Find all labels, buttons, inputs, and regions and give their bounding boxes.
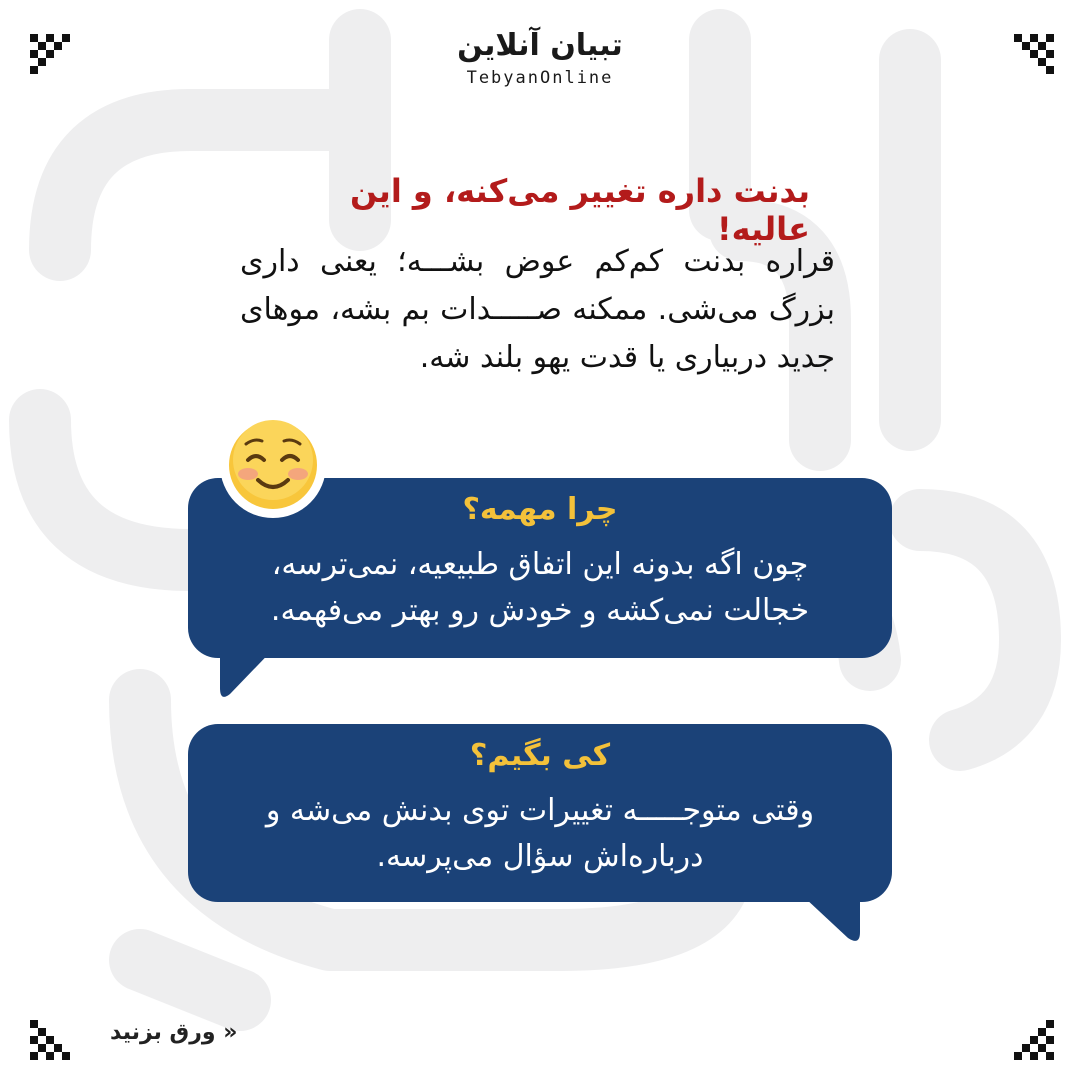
card-title: کی بگیم؟ xyxy=(469,738,611,773)
swipe-hint[interactable]: « ورق بزنید xyxy=(110,1020,238,1045)
card-body: چون اگه بدونه این اتفاق طبیعیه، نمی‌ترسه، خجالت نمی‌کشه و خودش رو بهتر می‌فهمه. xyxy=(270,547,810,628)
question-card-when xyxy=(188,724,892,902)
smiling-blush-emoji-icon xyxy=(218,410,328,520)
corner-decoration-bottom-left xyxy=(30,1020,70,1060)
card-title: چرا مهمه؟ xyxy=(462,492,618,527)
headline: بدنت داره تغییر می‌کنه، و این عالیه! xyxy=(350,172,810,248)
card-body: وقتی متوجـــــه تغییرات توی بدنش می‌شه و درباره‌اش سؤال می‌پرسه. xyxy=(265,793,815,874)
brand-logo-persian: تبیان آنلاین xyxy=(457,28,623,63)
corner-decoration-bottom-right xyxy=(1014,1020,1054,1060)
intro-paragraph: قراره بدنت کم‌کم عوض بشـــه؛ یعنی داری بزرگ می‌شی. ممکنه صـــــدات بم بشه، موهای جدید دربیاری یا قدت یهو بلند شه. xyxy=(240,244,835,375)
brand-logo-latin: TebyanOnline xyxy=(466,68,614,88)
